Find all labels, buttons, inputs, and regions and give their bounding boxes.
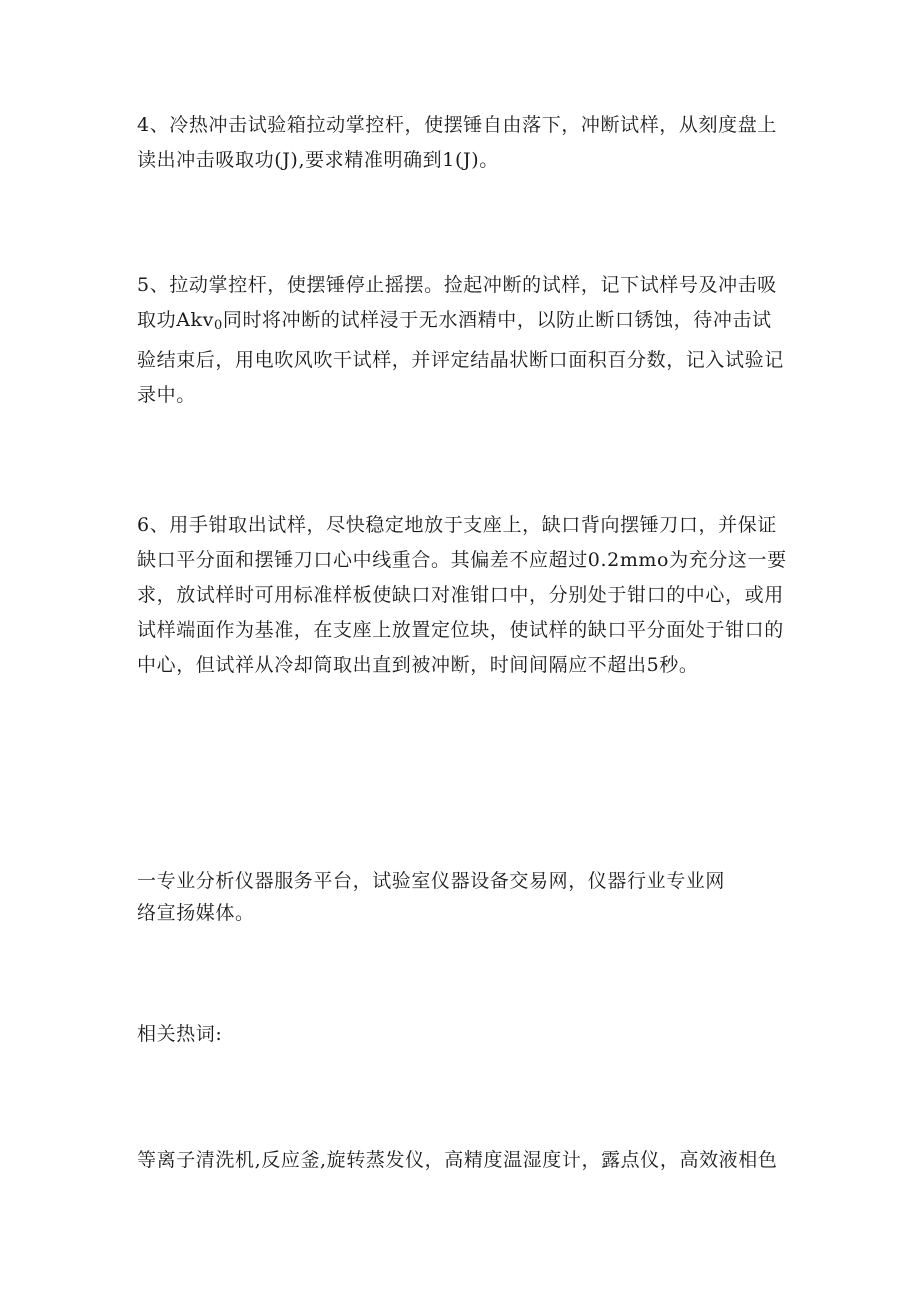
text-line: 读出冲击吸取功(J),要求精准明确到1(J)。 xyxy=(137,149,499,171)
text-line: 4、冷热冲击试验箱拉动掌控杆，使摆锤自由落下，冲断试样，从刻度盘上 xyxy=(137,114,777,136)
text-line: 5、拉动掌控杆，使摆锤停止摇摆。捡起冲断的试样，记下试样号及冲击吸 xyxy=(137,274,777,296)
hot-words-label xyxy=(137,1017,797,1052)
paragraph-step-5 xyxy=(137,268,797,413)
text-line: 试样端面作为基准，在支座上放置定位块，使试样的缺口平分面处于钳口的 xyxy=(137,619,784,641)
text-line: 一专业分析仪器服务平台，试验室仪器设备交易网，仪器行业专业网 xyxy=(137,870,726,892)
text-line: 缺口平分面和摆锤刀口心中线重合。其偏差不应超过0.2mmo为充分这一要 xyxy=(137,549,787,571)
text-fragment: 同时将冲断的试样浸于无水酒精中，以防止断口锈蚀，待冲击试 xyxy=(222,309,772,331)
text-line: 相关热词: xyxy=(137,1023,223,1045)
platform-description xyxy=(137,865,797,929)
paragraph-step-6 xyxy=(137,508,797,683)
keywords-list xyxy=(137,1143,797,1178)
text-line: 络宣扬媒体。 xyxy=(137,902,255,924)
text-line: 中心，但试祥从冷却筒取出直到被冲断，时间间隔应不超出5秒。 xyxy=(137,654,699,676)
text-fragment: 取功Akv xyxy=(137,309,214,331)
subscript-text: 0 xyxy=(213,318,223,333)
text-line: 6、用手钳取出试样，尽快稳定地放于支座上，缺口背向摆锤刀口，并保证 xyxy=(137,514,777,536)
paragraph-step-4 xyxy=(137,108,797,178)
text-line xyxy=(137,303,797,343)
text-line: 求，放试样时可用标准样板使缺口对准钳口中，分别处于钳口的中心，或用 xyxy=(137,584,784,606)
text-line: 验结束后，用电吹风吹干试样，并评定结晶状断口面积百分数，记入试验记 xyxy=(137,349,784,371)
text-line: 录中。 xyxy=(137,384,196,406)
text-line: 等离子清洗机,反应釜,旋转蒸发仪，高精度温湿度计，露点仪，高效液相色 xyxy=(137,1149,778,1171)
